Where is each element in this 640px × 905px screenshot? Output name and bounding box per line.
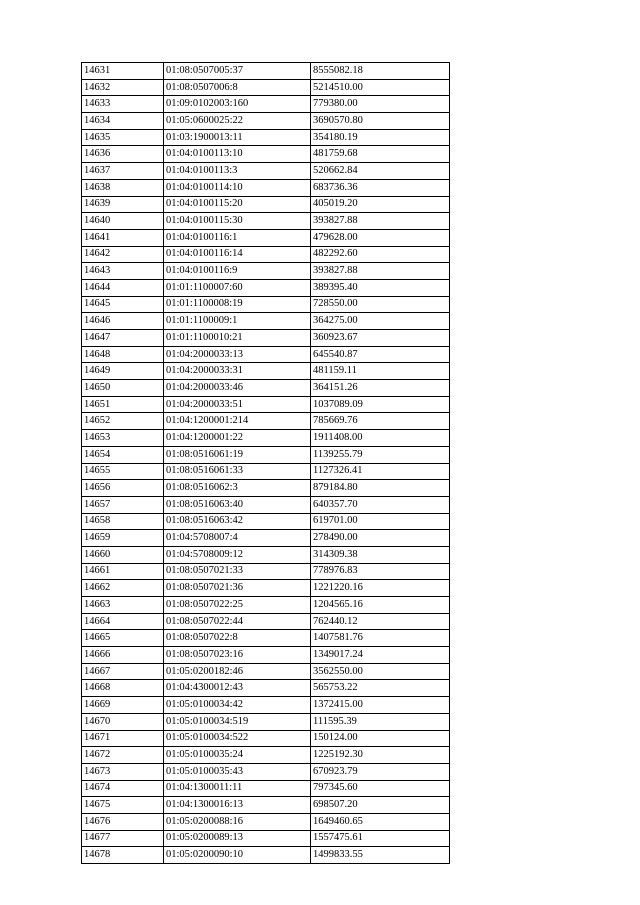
table-row — [82, 680, 450, 697]
value-cell: 1139255.79 — [311, 446, 450, 463]
cadastral-number-cell: 01:08:0507006:8 — [164, 79, 311, 96]
cadastral-number-cell: 01:08:0516061:33 — [164, 463, 311, 480]
row-number-cell: 14678 — [82, 847, 164, 864]
cadastral-number-cell: 01:05:0100034:522 — [164, 730, 311, 747]
row-number-cell: 14667 — [82, 663, 164, 680]
cadastral-number-cell: 01:08:0516063:42 — [164, 513, 311, 530]
table-row — [82, 713, 450, 730]
cadastral-number-cell: 01:08:0507021:36 — [164, 580, 311, 597]
table-row — [82, 463, 450, 480]
cadastral-number-cell: 01:08:0507005:37 — [164, 63, 311, 80]
row-number-cell: 14643 — [82, 263, 164, 280]
table-row — [82, 513, 450, 530]
row-number-cell: 14670 — [82, 713, 164, 730]
table-row — [82, 763, 450, 780]
cadastral-number-cell: 01:04:2000033:31 — [164, 363, 311, 380]
table-row — [82, 697, 450, 714]
value-cell: 1127326.41 — [311, 463, 450, 480]
cadastral-number-cell: 01:04:1300011:11 — [164, 780, 311, 797]
table-row — [82, 163, 450, 180]
table-row — [82, 630, 450, 647]
cadastral-number-cell: 01:04:4300012:43 — [164, 680, 311, 697]
table-row — [82, 146, 450, 163]
row-number-cell: 14640 — [82, 213, 164, 230]
value-cell: 619701.00 — [311, 513, 450, 530]
table-row — [82, 129, 450, 146]
value-cell: 3562550.00 — [311, 663, 450, 680]
value-cell: 364275.00 — [311, 313, 450, 330]
row-number-cell: 14632 — [82, 79, 164, 96]
row-number-cell: 14653 — [82, 430, 164, 447]
row-number-cell: 14658 — [82, 513, 164, 530]
table-row — [82, 79, 450, 96]
row-number-cell: 14668 — [82, 680, 164, 697]
row-number-cell: 14638 — [82, 179, 164, 196]
value-cell: 354180.19 — [311, 129, 450, 146]
cadastral-number-cell: 01:04:0100113:10 — [164, 146, 311, 163]
cadastral-number-cell: 01:01:1100008:19 — [164, 296, 311, 313]
cadastral-number-cell: 01:08:0516062:3 — [164, 480, 311, 497]
value-cell: 762440.12 — [311, 613, 450, 630]
value-cell: 520662.84 — [311, 163, 450, 180]
value-cell: 797345.60 — [311, 780, 450, 797]
table-row — [82, 446, 450, 463]
row-number-cell: 14646 — [82, 313, 164, 330]
cadastral-number-cell: 01:04:2000033:13 — [164, 346, 311, 363]
table-row — [82, 313, 450, 330]
row-number-cell: 14675 — [82, 797, 164, 814]
table-row — [82, 830, 450, 847]
cadastral-number-cell: 01:04:1200001:214 — [164, 413, 311, 430]
cadastral-number-cell: 01:05:0600025:22 — [164, 113, 311, 130]
table-row — [82, 663, 450, 680]
row-number-cell: 14657 — [82, 496, 164, 513]
value-cell: 389395.40 — [311, 279, 450, 296]
table-row — [82, 179, 450, 196]
row-number-cell: 14662 — [82, 580, 164, 597]
row-number-cell: 14652 — [82, 413, 164, 430]
table-row — [82, 430, 450, 447]
value-cell: 5214510.00 — [311, 79, 450, 96]
cadastral-number-cell: 01:04:1200001:22 — [164, 430, 311, 447]
table-row — [82, 396, 450, 413]
value-cell: 683736.36 — [311, 179, 450, 196]
value-cell: 1204565.16 — [311, 597, 450, 614]
cadastral-number-cell: 01:05:0100035:24 — [164, 747, 311, 764]
row-number-cell: 14649 — [82, 363, 164, 380]
value-cell: 3690570.80 — [311, 113, 450, 130]
value-cell: 278490.00 — [311, 530, 450, 547]
value-cell: 778976.83 — [311, 563, 450, 580]
cadastral-number-cell: 01:04:0100116:9 — [164, 263, 311, 280]
table-row — [82, 113, 450, 130]
row-number-cell: 14665 — [82, 630, 164, 647]
row-number-cell: 14642 — [82, 246, 164, 263]
cadastral-number-cell: 01:04:1300016:13 — [164, 797, 311, 814]
cadastral-number-cell: 01:04:0100114:10 — [164, 179, 311, 196]
value-cell: 111595.39 — [311, 713, 450, 730]
table-row — [82, 647, 450, 664]
table-row — [82, 496, 450, 513]
value-cell: 1499833.55 — [311, 847, 450, 864]
table-row — [82, 747, 450, 764]
cadastral-number-cell: 01:04:0100116:14 — [164, 246, 311, 263]
table-row — [82, 263, 450, 280]
table-row — [82, 797, 450, 814]
cadastral-number-cell: 01:05:0100034:519 — [164, 713, 311, 730]
value-cell: 393827.88 — [311, 263, 450, 280]
value-cell: 482292.60 — [311, 246, 450, 263]
value-cell: 1037089.09 — [311, 396, 450, 413]
table-row — [82, 563, 450, 580]
cadastral-number-cell: 01:05:0200090:10 — [164, 847, 311, 864]
table-row — [82, 330, 450, 347]
row-number-cell: 14664 — [82, 613, 164, 630]
cadastral-number-cell: 01:04:5708007:4 — [164, 530, 311, 547]
row-number-cell: 14676 — [82, 813, 164, 830]
cadastral-number-cell: 01:05:0200088:16 — [164, 813, 311, 830]
table-row — [82, 229, 450, 246]
cadastral-number-cell: 01:04:0100113:3 — [164, 163, 311, 180]
data-table — [81, 62, 450, 864]
row-number-cell: 14674 — [82, 780, 164, 797]
row-number-cell: 14671 — [82, 730, 164, 747]
row-number-cell: 14660 — [82, 546, 164, 563]
cadastral-number-cell: 01:04:0100116:1 — [164, 229, 311, 246]
table-row — [82, 213, 450, 230]
cadastral-number-cell: 01:08:0516063:40 — [164, 496, 311, 513]
row-number-cell: 14650 — [82, 380, 164, 397]
row-number-cell: 14655 — [82, 463, 164, 480]
value-cell: 314309.38 — [311, 546, 450, 563]
cadastral-number-cell: 01:08:0507023:16 — [164, 647, 311, 664]
table-row — [82, 63, 450, 80]
cadastral-number-cell: 01:08:0507022:44 — [164, 613, 311, 630]
row-number-cell: 14634 — [82, 113, 164, 130]
cadastral-number-cell: 01:04:0100115:30 — [164, 213, 311, 230]
row-number-cell: 14663 — [82, 597, 164, 614]
table-row — [82, 813, 450, 830]
table-row — [82, 613, 450, 630]
value-cell: 565753.22 — [311, 680, 450, 697]
row-number-cell: 14639 — [82, 196, 164, 213]
cadastral-number-cell: 01:01:1100007:60 — [164, 279, 311, 296]
cadastral-number-cell: 01:03:1900013:11 — [164, 129, 311, 146]
cadastral-number-cell: 01:04:2000033:46 — [164, 380, 311, 397]
row-number-cell: 14666 — [82, 647, 164, 664]
value-cell: 360923.67 — [311, 330, 450, 347]
cadastral-number-cell: 01:05:0200089:13 — [164, 830, 311, 847]
row-number-cell: 14636 — [82, 146, 164, 163]
table-row — [82, 296, 450, 313]
value-cell: 479628.00 — [311, 229, 450, 246]
table-row — [82, 780, 450, 797]
row-number-cell: 14635 — [82, 129, 164, 146]
table-row — [82, 730, 450, 747]
value-cell: 8555082.18 — [311, 63, 450, 80]
cadastral-number-cell: 01:08:0507022:25 — [164, 597, 311, 614]
row-number-cell: 14647 — [82, 330, 164, 347]
cadastral-number-cell: 01:08:0516061:19 — [164, 446, 311, 463]
value-cell: 364151.26 — [311, 380, 450, 397]
value-cell: 393827.88 — [311, 213, 450, 230]
table-row — [82, 530, 450, 547]
cadastral-number-cell: 01:08:0507022:8 — [164, 630, 311, 647]
table-row — [82, 480, 450, 497]
row-number-cell: 14644 — [82, 279, 164, 296]
value-cell: 698507.20 — [311, 797, 450, 814]
row-number-cell: 14645 — [82, 296, 164, 313]
row-number-cell: 14654 — [82, 446, 164, 463]
cadastral-number-cell: 01:05:0100035:43 — [164, 763, 311, 780]
table-row — [82, 546, 450, 563]
value-cell: 1649460.65 — [311, 813, 450, 830]
cadastral-number-cell: 01:04:2000033:51 — [164, 396, 311, 413]
cadastral-number-cell: 01:01:1100009:1 — [164, 313, 311, 330]
value-cell: 640357.70 — [311, 496, 450, 513]
value-cell: 1221220.16 — [311, 580, 450, 597]
cadastral-number-cell: 01:09:0102003:160 — [164, 96, 311, 113]
row-number-cell: 14637 — [82, 163, 164, 180]
row-number-cell: 14677 — [82, 830, 164, 847]
row-number-cell: 14631 — [82, 63, 164, 80]
table-row — [82, 413, 450, 430]
table-row — [82, 279, 450, 296]
row-number-cell: 14672 — [82, 747, 164, 764]
table-row — [82, 196, 450, 213]
cadastral-number-cell: 01:04:0100115:20 — [164, 196, 311, 213]
value-cell: 879184.80 — [311, 480, 450, 497]
table-row — [82, 580, 450, 597]
table-row — [82, 363, 450, 380]
value-cell: 405019.20 — [311, 196, 450, 213]
value-cell: 1225192.30 — [311, 747, 450, 764]
table-row — [82, 246, 450, 263]
row-number-cell: 14633 — [82, 96, 164, 113]
value-cell: 728550.00 — [311, 296, 450, 313]
row-number-cell: 14669 — [82, 697, 164, 714]
table-row — [82, 96, 450, 113]
cadastral-number-cell: 01:05:0200182:46 — [164, 663, 311, 680]
row-number-cell: 14661 — [82, 563, 164, 580]
row-number-cell: 14651 — [82, 396, 164, 413]
value-cell: 150124.00 — [311, 730, 450, 747]
row-number-cell: 14673 — [82, 763, 164, 780]
value-cell: 1372415.00 — [311, 697, 450, 714]
value-cell: 779380.00 — [311, 96, 450, 113]
row-number-cell: 14656 — [82, 480, 164, 497]
table-row — [82, 380, 450, 397]
table-row — [82, 346, 450, 363]
row-number-cell: 14648 — [82, 346, 164, 363]
value-cell: 1557475.61 — [311, 830, 450, 847]
cadastral-number-cell: 01:01:1100010:21 — [164, 330, 311, 347]
table-row — [82, 597, 450, 614]
value-cell: 481159.11 — [311, 363, 450, 380]
row-number-cell: 14641 — [82, 229, 164, 246]
value-cell: 1407581.76 — [311, 630, 450, 647]
value-cell: 785669.76 — [311, 413, 450, 430]
cadastral-number-cell: 01:05:0100034:42 — [164, 697, 311, 714]
cadastral-number-cell: 01:04:5708009:12 — [164, 546, 311, 563]
row-number-cell: 14659 — [82, 530, 164, 547]
table-row — [82, 847, 450, 864]
value-cell: 1911408.00 — [311, 430, 450, 447]
value-cell: 670923.79 — [311, 763, 450, 780]
table-body — [82, 63, 450, 864]
value-cell: 645540.87 — [311, 346, 450, 363]
value-cell: 1349017.24 — [311, 647, 450, 664]
cadastral-number-cell: 01:08:0507021:33 — [164, 563, 311, 580]
value-cell: 481759.68 — [311, 146, 450, 163]
